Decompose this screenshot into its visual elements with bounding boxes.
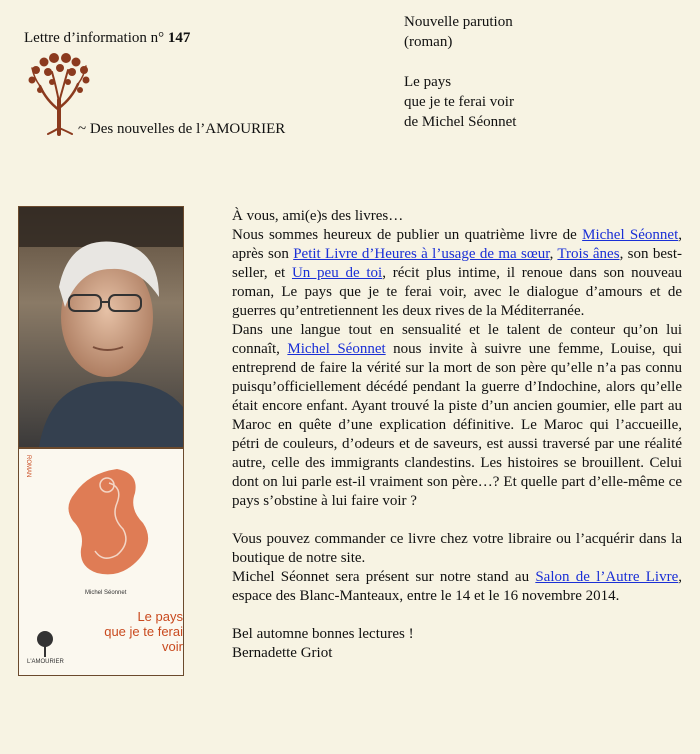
newsletter-prefix: Lettre d’information n°	[24, 30, 165, 46]
cover-tree-icon	[33, 629, 57, 657]
paragraph-intro	[232, 226, 682, 321]
closing-line: Bel automne bonnes lectures !	[232, 626, 414, 642]
announcement-line: Le pays	[404, 74, 452, 90]
paragraph-event	[232, 568, 682, 606]
text-run: Dans une langue tout en sensualité et le talent de conteur qu’on lui connaît,	[232, 322, 682, 357]
paragraph-story	[232, 321, 682, 511]
paragraph-order: Vous pouvez commander ce livre chez votre libraire ou l’acquérir dans la boutique de notre site.	[232, 531, 682, 566]
text-run: , récit plus intime, il renoue dans son nouveau roman, Le pays que je te ferai voir, avec le dialogue d’amours et de guerres qu’entretiennent les deux rives de la Méditerranée.	[232, 265, 682, 319]
new-release-announcement	[404, 12, 516, 132]
signature: Bernadette Griot	[232, 645, 333, 661]
tagline: ~ Des nouvelles de l’AMOURIER	[78, 121, 286, 137]
author-link[interactable]: Michel Séonnet	[287, 341, 386, 357]
book-link-trois-anes[interactable]: Trois ânes	[557, 246, 620, 262]
newsletter-header	[24, 30, 190, 47]
cover-illustration	[59, 463, 159, 583]
text-run: Nous sommes heureux de publier un quatrième livre de	[232, 227, 583, 243]
text-run: , espace des Blanc-Manteaux, entre le 14 et le 16 novembre 2014.	[232, 569, 683, 604]
cover-title-line: Le pays	[137, 609, 183, 624]
cover-genre-label: ROMAN	[25, 455, 31, 478]
announcement-line: (roman)	[404, 34, 453, 50]
text-run: , après son	[232, 227, 682, 262]
author-link[interactable]: Michel Séonnet	[582, 227, 679, 243]
announcement-line: de Michel Séonnet	[404, 114, 517, 130]
greeting: À vous, ami(e)s des livres…	[232, 208, 404, 224]
announcement-line: Nouvelle parution	[404, 14, 513, 30]
author-photo	[18, 206, 184, 448]
newsletter-number: 147	[167, 30, 191, 46]
newsletter-body	[232, 207, 682, 663]
cover-title	[101, 609, 183, 654]
announcement-line: que je te ferai voir	[404, 94, 514, 110]
text-run: Michel Séonnet sera présent sur notre stand au	[232, 569, 536, 585]
salon-link[interactable]: Salon de l’Autre Livre	[535, 569, 679, 585]
book-link-petit-livre[interactable]: Petit Livre d’Heures à l’usage de ma sœur	[293, 246, 550, 262]
book-cover	[18, 448, 184, 676]
text-run: ,	[549, 246, 558, 262]
cover-publisher: L'AMOURIER	[27, 659, 64, 665]
text-run: , son best-seller, et	[232, 246, 682, 281]
cover-title-line: que je te ferai voir	[104, 624, 183, 654]
text-run: nous invite à suivre une femme, Louise, qui entreprend de faire la vérité sur la mort de son père qu’elle n’a pas connu puisqu’officiellement décédé pendant la guerre d’Indochine, alors qu’elle était encore enfant. Ayant trouvé la piste d’un ancien goumier, elle part au Maroc en quête d’une explication définitive. Le Maroc qui l’accueille, pétri de couleurs, d’odeurs et de saveurs, est aussi traversé par une réalité autre, celle des immigrants clandestins. Les histoires se brouillent. Celui dont on lui parle est-il vraiment son père…? Et quelle part d’elle-même ce pays s’obstine à lui faire voir ?	[232, 341, 682, 509]
cover-author: Michel Séonnet	[85, 590, 127, 596]
book-link-un-peu-de-toi[interactable]: Un peu de toi	[291, 265, 383, 281]
